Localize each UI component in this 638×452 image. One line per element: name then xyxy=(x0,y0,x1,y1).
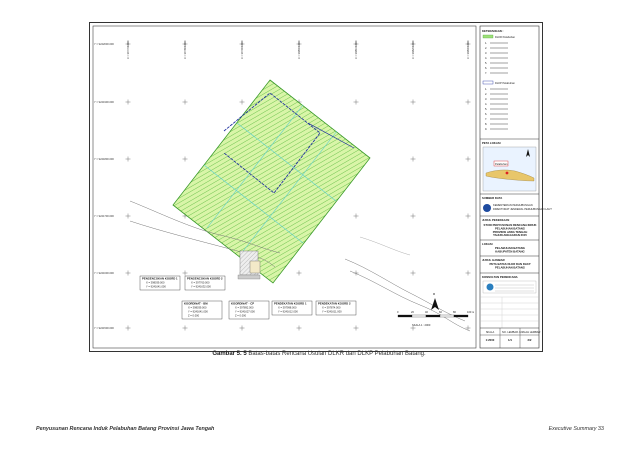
footer-section-name: Executive Summary xyxy=(548,426,597,432)
legend-panel xyxy=(480,26,552,348)
konsultan-title: KONSULTAN PERENCANA xyxy=(482,275,518,279)
callout-line: X = 397760.000 xyxy=(191,281,210,285)
table-header-cell: SKALA xyxy=(485,331,495,334)
callout-line: Y = 9241632.000 xyxy=(191,285,211,289)
legend-text-line: TAHUN ANGGARAN 2015 xyxy=(493,233,527,238)
grid-cross xyxy=(411,100,416,105)
legend-bullet: 6. xyxy=(485,67,488,70)
callout-line: Y = 9241612.000 xyxy=(278,310,298,314)
judul-gambar-lines xyxy=(490,262,531,269)
legend-bullet: 3. xyxy=(485,98,488,101)
footer-page-number: 33 xyxy=(598,426,604,432)
grid-cross xyxy=(240,326,245,331)
north-letter: U xyxy=(433,292,436,296)
legend-group2-label: DLKP Pelabuhan xyxy=(495,82,515,85)
x-coord-label: X = 398000.000 xyxy=(298,40,301,59)
grid-cross xyxy=(126,100,131,105)
grid-cross xyxy=(297,326,302,331)
legend-text-line: PETA BATAS DLKR DAN DLKP xyxy=(489,262,531,266)
x-coord-label: X = 398100.000 xyxy=(355,40,358,59)
x-coord-label: X = 397800.000 xyxy=(184,40,187,59)
grid-cross xyxy=(411,271,416,276)
y-coord-label: Y = 9242000.000 xyxy=(94,43,114,46)
footer-page-info xyxy=(549,426,604,432)
y-coord-label: Y = 9241500.000 xyxy=(94,327,114,330)
scale-segment xyxy=(412,315,426,317)
legend-bullet: 2. xyxy=(485,93,488,96)
callout-line: X = 397998.000 xyxy=(278,306,297,310)
dlkr-area xyxy=(173,80,370,283)
callout-title: KOORDINAT - CP xyxy=(231,301,255,306)
grid-cross xyxy=(183,271,188,276)
grid-cross xyxy=(354,100,359,105)
agency-sub: DIREKTORAT JENDERAL PERHUBUNGAN LAUT xyxy=(493,208,552,211)
scale-bar xyxy=(397,310,474,317)
callout-title: PENGENCOKAN KOORD 2 xyxy=(187,276,223,281)
judul-gambar-title: JUDUL GAMBAR xyxy=(482,258,505,262)
table-header-cell: NO. LEMBAR xyxy=(502,331,518,334)
legend-bullet: 6. xyxy=(485,113,488,116)
y-coord-label: Y = 9241900.000 xyxy=(94,101,114,104)
table-header-cell: JUMLAH LEMBAR xyxy=(518,331,541,334)
legend-keterangan: KETERANGAN : xyxy=(482,29,504,33)
sumber-data-title: SUMBER DATA xyxy=(482,196,503,200)
legend-bullet: 4. xyxy=(485,57,488,60)
grid-cross xyxy=(411,157,416,162)
figure-caption xyxy=(0,351,638,357)
legend-text-line: PELABUHAN BATANG xyxy=(495,265,525,270)
location-marker xyxy=(506,172,509,175)
callout-title: PENGENCOKAN KOORD 1 xyxy=(142,276,178,281)
grid-cross xyxy=(354,214,359,219)
x-coordinate-labels xyxy=(126,40,470,59)
callout-box xyxy=(182,301,222,319)
grid-cross xyxy=(183,157,188,162)
callout-title: KOORDINAT - BM xyxy=(184,301,208,306)
grid-cross xyxy=(240,100,245,105)
callout-box xyxy=(140,276,180,290)
scale-number: 40 xyxy=(425,311,428,314)
callout-line: Y = 9241611.000 xyxy=(322,310,342,314)
table-value-cell: 2/2 xyxy=(527,338,532,342)
callout-line: X = 397892.000 xyxy=(235,306,254,310)
contour-line-4 xyxy=(350,271,470,331)
legend-group1-label: DLKR Pelabuhan xyxy=(495,36,516,39)
legend-bullet: 1. xyxy=(485,88,488,91)
legend-bullet: 8. xyxy=(485,123,488,126)
grid-cross xyxy=(183,326,188,331)
legend-bullet: 5. xyxy=(485,108,488,111)
grid-cross xyxy=(183,100,188,105)
scale-text: SKALA 1 : 2000 xyxy=(412,324,431,327)
callout-line: Z = 0.000 xyxy=(188,314,200,318)
callout-title: PENDEKATAN KOORD 2 xyxy=(318,301,351,306)
grid-cross xyxy=(466,271,471,276)
consultant-logo xyxy=(487,284,494,291)
callout-line: Y = 9241627.000 xyxy=(235,310,255,314)
grid-cross xyxy=(354,326,359,331)
grid-cross xyxy=(297,271,302,276)
map-sheet xyxy=(89,22,552,352)
scale-number: 80 xyxy=(453,311,456,314)
legend-bullet: 7. xyxy=(485,72,488,75)
legend-text-line: PROVINSI JAWA TENGAH xyxy=(492,229,528,234)
lokasi-title: LOKASI xyxy=(482,242,493,246)
legend-bullet: 2. xyxy=(485,47,488,50)
legend-bullet: 1. xyxy=(485,42,488,45)
table-value-cell: 1/1 xyxy=(508,338,512,342)
legend-bullet: 9. xyxy=(485,128,488,131)
grid-cross xyxy=(466,214,471,219)
scale-segment xyxy=(398,315,412,317)
caption-text: Batas-batas Rencana Usulan DLKR dan DLKP Pelabuhan Batang. xyxy=(246,351,426,357)
legend-bullet: 7. xyxy=(485,118,488,121)
callout-line: Y = 9241641.000 xyxy=(188,310,208,314)
legend-bullet: 5. xyxy=(485,62,488,65)
table-value-cell: 1:2000 xyxy=(485,338,495,342)
x-coord-label: X = 397900.000 xyxy=(241,40,244,59)
grid-cross xyxy=(411,214,416,219)
agency-name: KEMENTERIAN PERHUBUNGAN xyxy=(493,204,533,207)
grid-cross xyxy=(466,326,471,331)
port-structure xyxy=(238,251,260,279)
contour-line-3 xyxy=(345,259,465,321)
coordinate-callouts xyxy=(140,276,356,319)
legend-text-line: PELABUHAN BATANG xyxy=(495,226,525,231)
scale-segment xyxy=(426,315,440,317)
callout-line: X = 398039.000 xyxy=(146,281,165,285)
scale-segment xyxy=(440,315,454,317)
grid-cross xyxy=(126,157,131,162)
contour-line-5 xyxy=(360,237,410,255)
scale-number: 0 xyxy=(397,311,399,314)
x-coord-label: X = 398300.000 xyxy=(467,40,470,59)
x-coord-label: X = 398200.000 xyxy=(412,40,415,59)
y-coord-label: Y = 9241700.000 xyxy=(94,215,114,218)
caption-label: Gambar 5. 5 xyxy=(212,351,247,357)
peta-area-label: Pelabuhan xyxy=(495,162,508,166)
grid-cross xyxy=(126,214,131,219)
grid-cross xyxy=(466,100,471,105)
callout-box xyxy=(229,301,269,319)
callout-box xyxy=(185,276,225,290)
callout-line: Z = 0.000 xyxy=(235,314,247,318)
grid-cross xyxy=(126,271,131,276)
x-coord-label: X = 397700.000 xyxy=(127,40,130,59)
map-drawing xyxy=(90,23,552,351)
y-coord-label: Y = 9241600.000 xyxy=(94,272,114,275)
legend-text-line: STUDI PENYUSUNAN RENCANA INDUK xyxy=(483,223,537,227)
y-coordinate-labels xyxy=(94,42,114,330)
grid-cross xyxy=(126,326,131,331)
grid-cross xyxy=(466,157,471,162)
callout-line: X = 397874.000 xyxy=(322,306,341,310)
callout-box xyxy=(272,301,312,315)
north-arrow xyxy=(431,292,439,310)
legend-bullet: 3. xyxy=(485,52,488,55)
peta-lokasi-title: PETA LOKASI xyxy=(482,141,501,145)
y-coord-label: Y = 9241800.000 xyxy=(94,158,114,161)
scale-number: 100 m xyxy=(467,311,475,314)
callout-line: Y = 9241641.000 xyxy=(146,285,166,289)
legend-bullet: 4. xyxy=(485,103,488,106)
scale-number: 60 xyxy=(439,311,442,314)
judul-pekerjaan-title: JUDUL PEKERJAAN xyxy=(482,218,510,222)
agency-logo xyxy=(483,204,491,212)
footer-document-title: Penyusunan Rencana Induk Pelabuhan Batang Provinsi Jawa Tengah xyxy=(36,426,215,432)
legend-text-line: PELABUHAN BATANG xyxy=(495,246,525,250)
legend-text-line: KABUPATEN BATANG xyxy=(495,249,525,254)
lokasi-lines xyxy=(495,246,525,253)
callout-box xyxy=(316,301,356,315)
callout-title: PENDEKATAN KOORD 1 xyxy=(274,301,307,306)
callout-line: X = 398039.000 xyxy=(188,306,207,310)
scale-segment xyxy=(454,315,468,317)
scale-number: 20 xyxy=(411,311,414,314)
